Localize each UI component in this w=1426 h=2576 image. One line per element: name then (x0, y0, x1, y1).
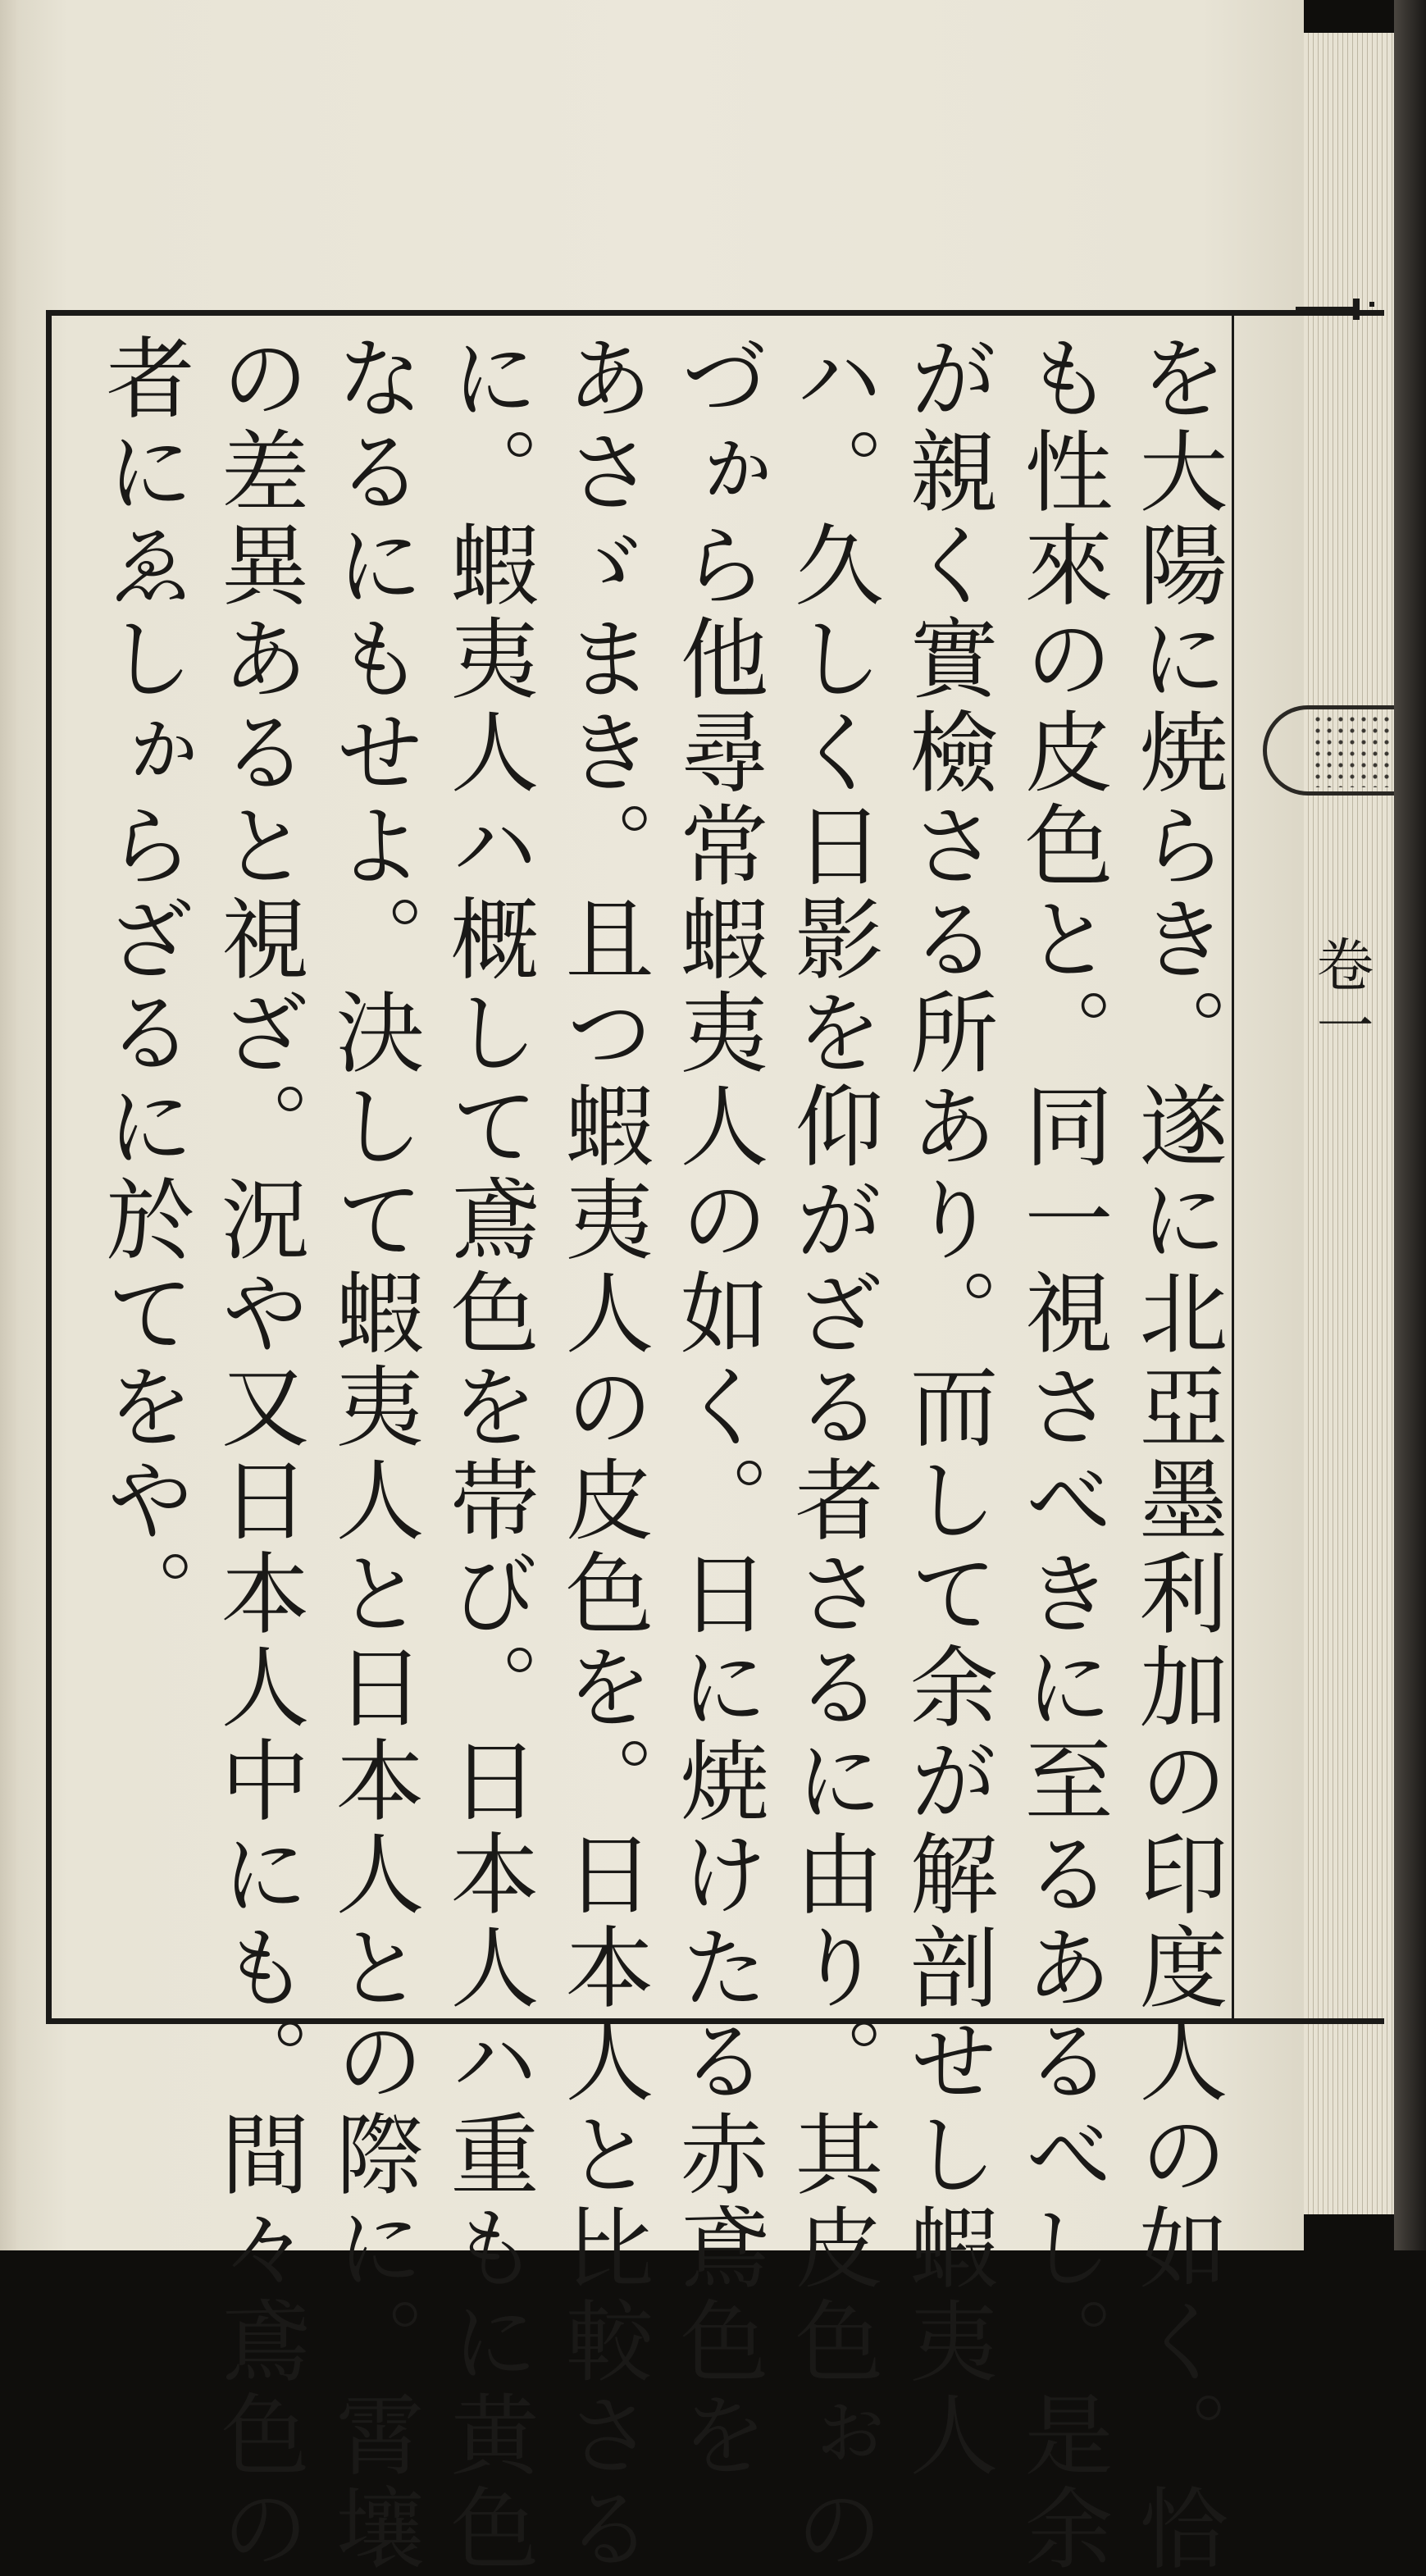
text-line-9: の差異あると視ざ。況や又日本人中にも。間々鳶色の (206, 332, 308, 2576)
frame-inner-rule (1232, 310, 1234, 2024)
fold-mark-dots (1312, 714, 1394, 787)
text-line-5: づゕら他尋常蝦夷人の如く。日に焼けたる赤鳶色を (665, 332, 768, 2483)
volume-label: 卷一 (1307, 935, 1374, 1056)
text-line-7: に。蝦夷人ハ概して鳶色を帯び。日本人ハ重もに黄色 (435, 332, 538, 2576)
cover-shadow (1394, 0, 1426, 2250)
adjacent-page-edge (0, 0, 16, 2250)
text-line-3: が親く實檢さる所あり。而して余が解剖せし蝦夷人 (895, 332, 997, 2483)
text-line-6: あさゞまき。且つ蝦夷人の皮色を。日本人と比較さる (550, 332, 653, 2576)
text-line-4: ハ。久しく日影を仰がざる者さるに由り。其皮色ぉの (780, 332, 882, 2576)
frame-corner-mark-icon (1296, 295, 1386, 323)
text-line-1: を大陽に焼らき。遂に北亞墨利加の印度人の如く。恰 (1124, 332, 1227, 2576)
text-line-10: 者にゑしゕらざるに於てをや。 (91, 332, 194, 1641)
text-line-8: なるにもせよ。決して蝦夷人と日本人との際に。霄壤 (321, 332, 423, 2576)
text-line-2: も性來の皮色と。同一視さべきに至るあるべし。是余 (1009, 332, 1112, 2576)
